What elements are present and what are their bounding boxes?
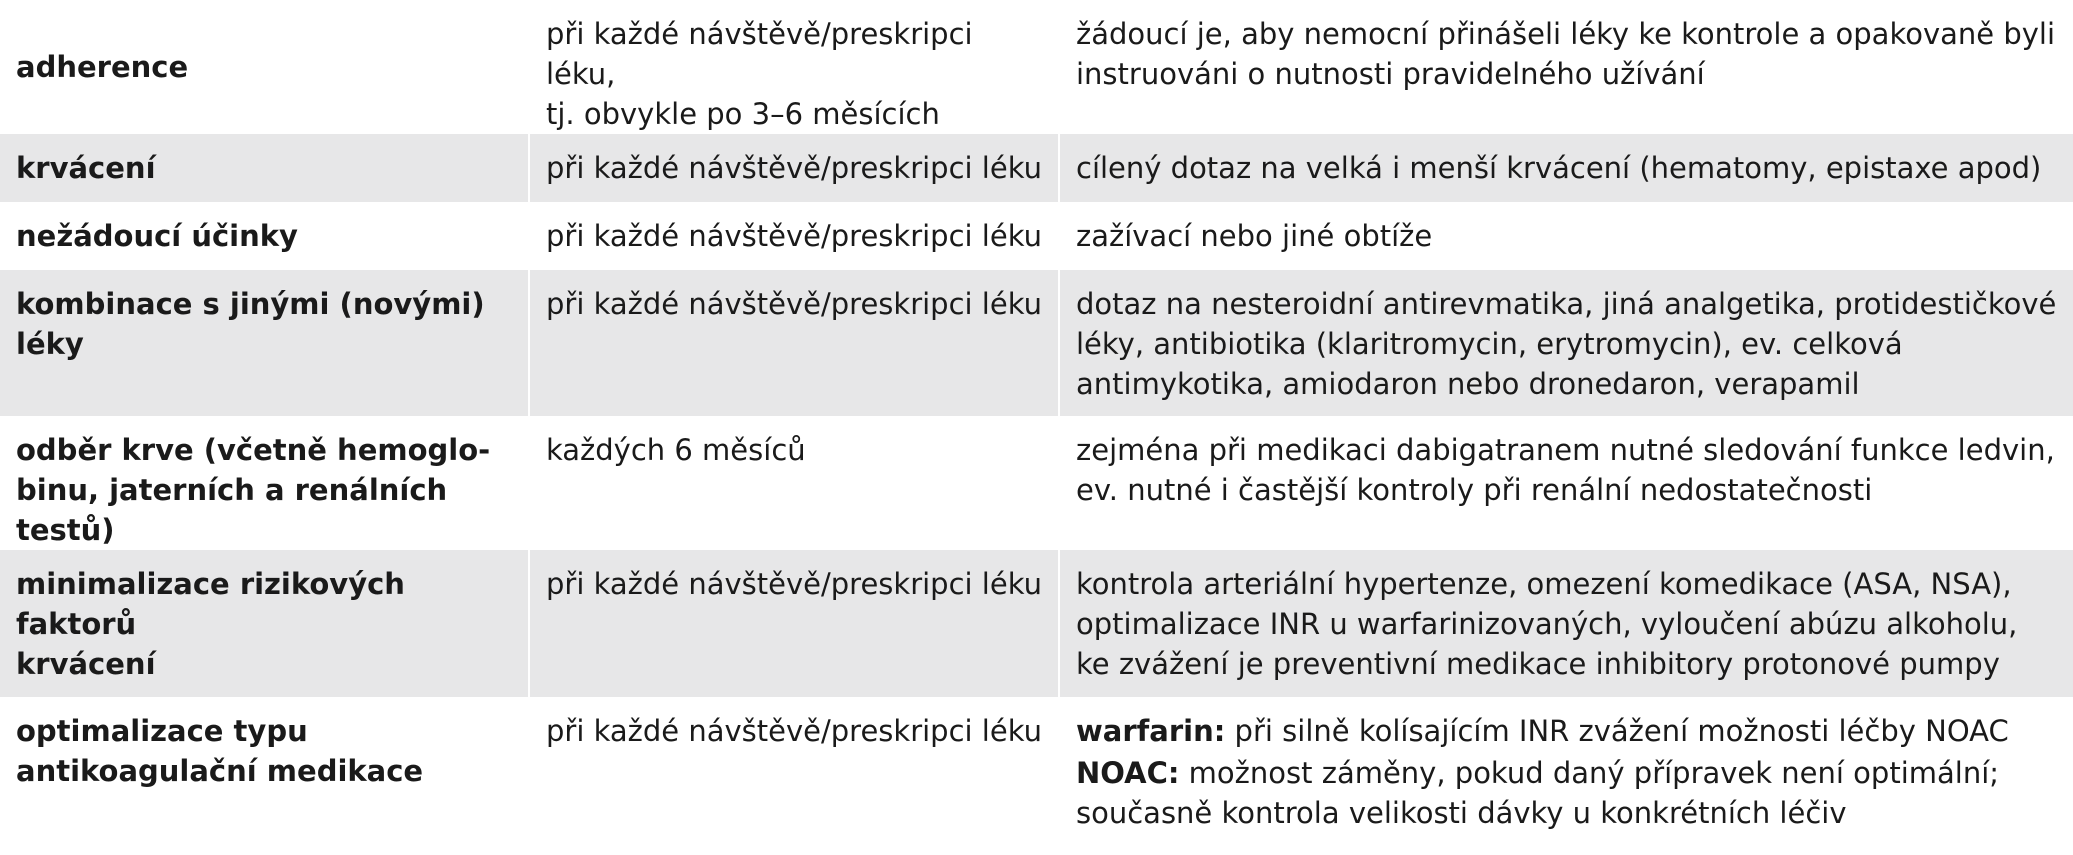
- row-item-cell: [0, 0, 529, 134]
- row-note-line: léky, antibiotika (klaritromycin, erytromycin), ev. celková: [1076, 327, 1903, 361]
- row-item-cell: [0, 697, 529, 855]
- row-item-cell: [0, 270, 529, 416]
- row-note-line: kontrola arteriální hypertenze, omezení komedikace (ASA, NSA),: [1076, 567, 2012, 601]
- row-frequency-cell: [529, 270, 1059, 416]
- row-note-line: zažívací nebo jiné obtíže: [1076, 219, 1433, 253]
- note-paragraph-noac: [1076, 753, 2057, 833]
- row-item-label: krvácení: [16, 647, 156, 681]
- table-row-drug-combination: [0, 270, 2073, 416]
- row-item-cell: [0, 550, 529, 697]
- row-frequency-cell: [529, 202, 1059, 270]
- row-frequency-line: při každé návštěvě/preskripci léku: [546, 287, 1042, 321]
- row-frequency-line: při každé návštěvě/preskripci léku: [546, 714, 1042, 748]
- note-text: možnost záměny, pokud daný přípravek není optimální;: [1179, 756, 2000, 790]
- row-note-cell: [1059, 270, 2073, 416]
- note-paragraph-warfarin: [1076, 711, 2057, 751]
- row-frequency-line: při každé návštěvě/preskripci léku,: [546, 17, 973, 91]
- row-note-cell: [1059, 0, 2073, 134]
- row-item-label: adherence: [16, 50, 189, 84]
- row-note-cell: [1059, 202, 2073, 270]
- row-frequency-line: při každé návštěvě/preskripci léku: [546, 151, 1042, 185]
- row-note-cell: [1059, 550, 2073, 697]
- row-note-line: zejména při medikaci dabigatranem nutné sledování funkce ledvin,: [1076, 433, 2055, 467]
- row-item-label: nežádoucí účinky: [16, 219, 298, 253]
- table-row-anticoagulant-optimization: [0, 697, 2073, 855]
- row-frequency-line: při každé návštěvě/preskripci léku: [546, 567, 1042, 601]
- row-item-cell: [0, 202, 529, 270]
- row-note-line: instruováni o nutnosti pravidelného užívání: [1076, 57, 1705, 91]
- row-frequency-line: každých 6 měsíců: [546, 433, 806, 467]
- row-item-label: krvácení: [16, 151, 156, 185]
- row-note-cell: [1059, 416, 2073, 550]
- row-note-cell: [1059, 134, 2073, 202]
- row-item-cell: [0, 134, 529, 202]
- table-row-side-effects: [0, 202, 2073, 270]
- note-text: při silně kolísajícím INR zvážení možnosti léčby NOAC: [1225, 714, 2009, 748]
- table-row-blood-sampling: [0, 416, 2073, 550]
- note-lead-warfarin: warfarin:: [1076, 714, 1226, 748]
- row-item-label: minimalizace rizikových faktorů: [16, 567, 405, 641]
- table-row-risk-factors: [0, 550, 2073, 697]
- row-item-cell: [0, 416, 529, 550]
- table-row-bleeding: [0, 134, 2073, 202]
- row-item-label: binu, jaterních a renálních testů): [16, 473, 448, 547]
- row-item-label: kombinace s jinými (novými) léky: [16, 287, 485, 361]
- row-item-label: odběr krve (včetně hemoglo-: [16, 433, 491, 467]
- note-lead-noac: NOAC:: [1076, 756, 1180, 790]
- row-note-line: ev. nutné i častější kontroly při renální nedostatečnosti: [1076, 473, 1873, 507]
- row-frequency-line: tj. obvykle po 3–6 měsících: [546, 97, 940, 131]
- row-item-label: antikoagulační medikace: [16, 754, 424, 788]
- row-note-line: dotaz na nesteroidní antirevmatika, jiná analgetika, protidestičkové: [1076, 287, 2057, 321]
- note-text: současně kontrola velikosti dávky u konkrétních léčiv: [1076, 796, 1847, 830]
- row-frequency-cell: [529, 0, 1059, 134]
- row-frequency-cell: [529, 697, 1059, 855]
- row-frequency-line: při každé návštěvě/preskripci léku: [546, 219, 1042, 253]
- row-note-line: optimalizace INR u warfarinizovaných, vyloučení abúzu alkoholu,: [1076, 607, 2018, 641]
- row-item-label: optimalizace typu: [16, 714, 308, 748]
- row-note-line: žádoucí je, aby nemocní přinášeli léky ke kontrole a opakovaně byli: [1076, 17, 2056, 51]
- table-row-adherence: [0, 0, 2073, 134]
- row-frequency-cell: [529, 416, 1059, 550]
- row-note-line: antimykotika, amiodaron nebo dronedaron, verapamil: [1076, 367, 1860, 401]
- row-note-line: cílený dotaz na velká i menší krvácení (hematomy, epistaxe apod): [1076, 151, 2042, 185]
- row-note-line: ke zvážení je preventivní medikace inhibitory protonové pumpy: [1076, 647, 2000, 681]
- row-frequency-cell: [529, 550, 1059, 697]
- row-note-cell: [1059, 697, 2073, 855]
- row-frequency-cell: [529, 134, 1059, 202]
